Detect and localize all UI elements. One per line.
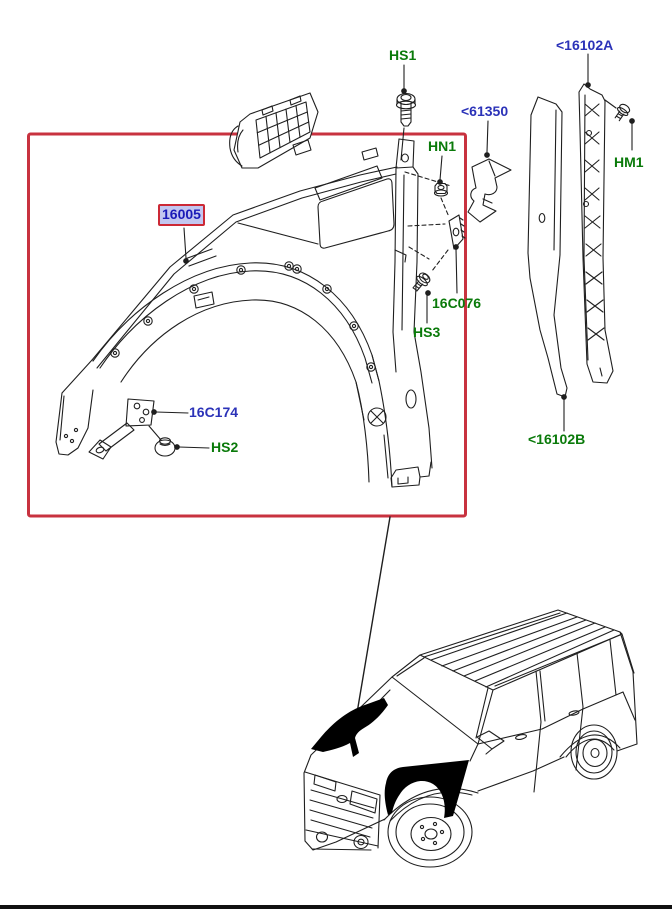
bracket-16c076-icon	[449, 215, 465, 293]
callout-16102a[interactable]: <16102A	[556, 37, 614, 53]
panel-16102a-icon	[579, 54, 613, 383]
grommet-hs2-icon	[155, 438, 209, 456]
callout-61350[interactable]: <61350	[461, 103, 509, 119]
callout-hs3[interactable]: HS3	[413, 324, 441, 340]
callout-hs1[interactable]: HS1	[389, 47, 417, 63]
nut-hn1-icon	[435, 156, 448, 196]
callout-16c174[interactable]: 16C174	[189, 404, 239, 420]
highlight-rectangle	[29, 134, 466, 516]
callout-16005-highlighted[interactable]	[158, 204, 205, 226]
callout-16c076[interactable]: 16C076	[432, 295, 482, 311]
front-fender-drawing	[56, 139, 451, 487]
vent-grille-icon	[230, 93, 318, 168]
clip-61350-icon	[468, 121, 511, 222]
screw-hm1-icon	[605, 100, 634, 150]
callout-16102b[interactable]: <16102B	[528, 431, 586, 447]
vehicle-drawing	[304, 610, 637, 867]
panel-16102b-icon	[528, 97, 567, 431]
bottom-edge-bar	[0, 905, 672, 909]
callout-hn1[interactable]: HN1	[428, 138, 457, 154]
arch-bolt-holes	[111, 262, 375, 371]
bracket-16c174-icon	[89, 399, 188, 459]
highlighted-fender-top-area	[311, 698, 388, 757]
callout-hs2[interactable]: HS2	[211, 439, 239, 455]
screw-hs1-icon	[397, 65, 416, 160]
callout-16005-text: 16005	[162, 206, 201, 222]
bolt-hs3-icon	[410, 271, 432, 323]
callout-hm1[interactable]: HM1	[614, 154, 644, 170]
